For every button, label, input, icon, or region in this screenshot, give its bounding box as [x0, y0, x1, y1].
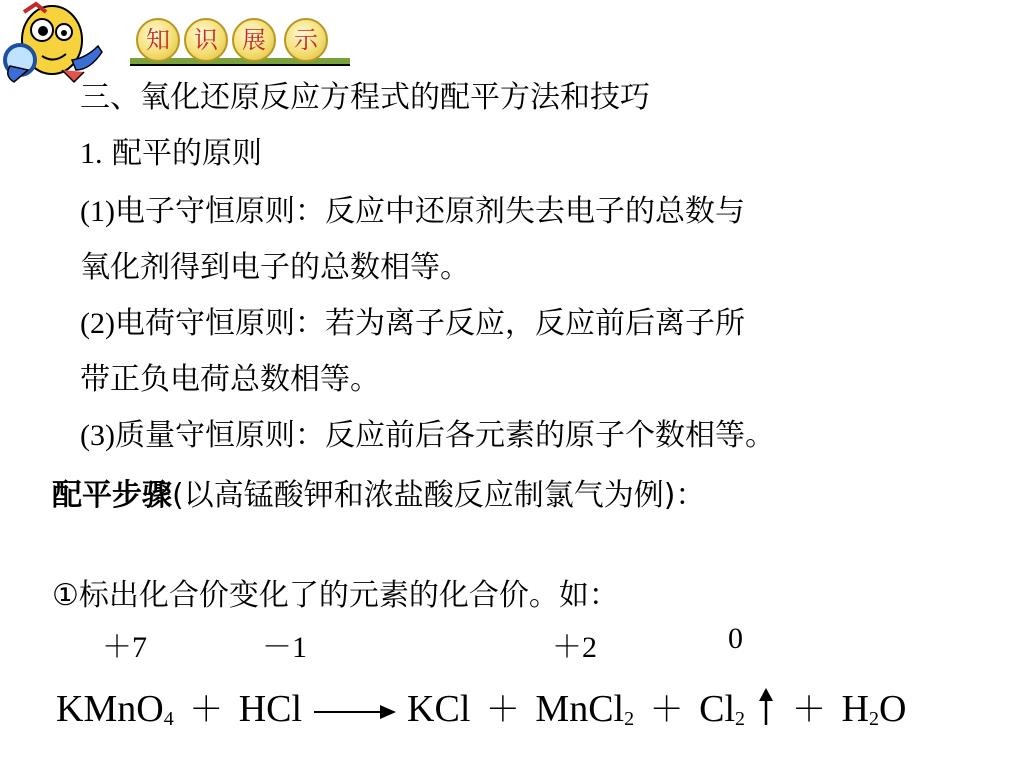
rule2-line2: 带正负电荷总数相等。 [80, 362, 380, 397]
plus-sign: ＋ [485, 690, 520, 730]
rule3-text: 质量守恒原则：反应前后各元素的原子个数相等。 [114, 418, 775, 453]
rule1-line2: 氧化剂得到电子的总数相等。 [80, 250, 470, 285]
gas-up-arrow-icon [755, 687, 777, 727]
formula-h2o: $H_2O$ [841, 688, 907, 730]
badge-char: 示 [284, 18, 328, 62]
plus-sign: ＋ [189, 690, 224, 730]
plus-sign: ＋ [792, 690, 827, 730]
ox-state-mn-before: ＋7 [102, 631, 147, 664]
steps-note: (以高锰酸钾和浓盐酸反应制氯气为例)： [172, 478, 706, 513]
ox-state-cl-after: 0 [728, 622, 743, 655]
badge-char: 识 [184, 18, 228, 62]
rule2-line1 [80, 304, 745, 344]
formula-cl2: $Cl_2$ [699, 688, 746, 730]
badge-char: 知 [136, 18, 180, 62]
formula-hcl: HCl [238, 688, 303, 730]
formula-mncl2: MnCl$_2$ [535, 688, 635, 730]
chemical-equation [56, 682, 906, 731]
steps-line [52, 476, 705, 516]
step1-line: ①标出化合价变化了的元素的化合价。如： [52, 578, 619, 613]
rule3-number: (3) [80, 419, 115, 452]
reaction-arrow-icon [312, 700, 398, 724]
rule2-number: (2) [80, 307, 115, 340]
plus-sign: ＋ [649, 690, 684, 730]
rule1-text: 电子守恒原则：反应中还原剂失去电子的总数与 [114, 194, 745, 229]
rule2-text: 电荷守恒原则：若为离子反应，反应前后离子所 [114, 306, 745, 341]
section-heading: 三、氧化还原反应方程式的配平方法和技巧 [80, 80, 650, 115]
section1-number: 1. [80, 137, 103, 170]
ox-state-cl-before: －1 [262, 631, 307, 664]
rule1-number: (1) [80, 195, 115, 228]
section1-text: 配平的原则 [112, 136, 263, 171]
rule1-line1 [80, 192, 745, 232]
ox-state-mn-after: ＋2 [552, 631, 597, 664]
rule3-line [80, 416, 775, 456]
steps-label: 配平步骤 [52, 478, 172, 513]
badge-char: 展 [232, 18, 276, 62]
formula-kmno4: KMnO$_4$ [56, 688, 174, 730]
formula-kcl: KCl [407, 688, 471, 730]
section1-title [80, 134, 262, 174]
